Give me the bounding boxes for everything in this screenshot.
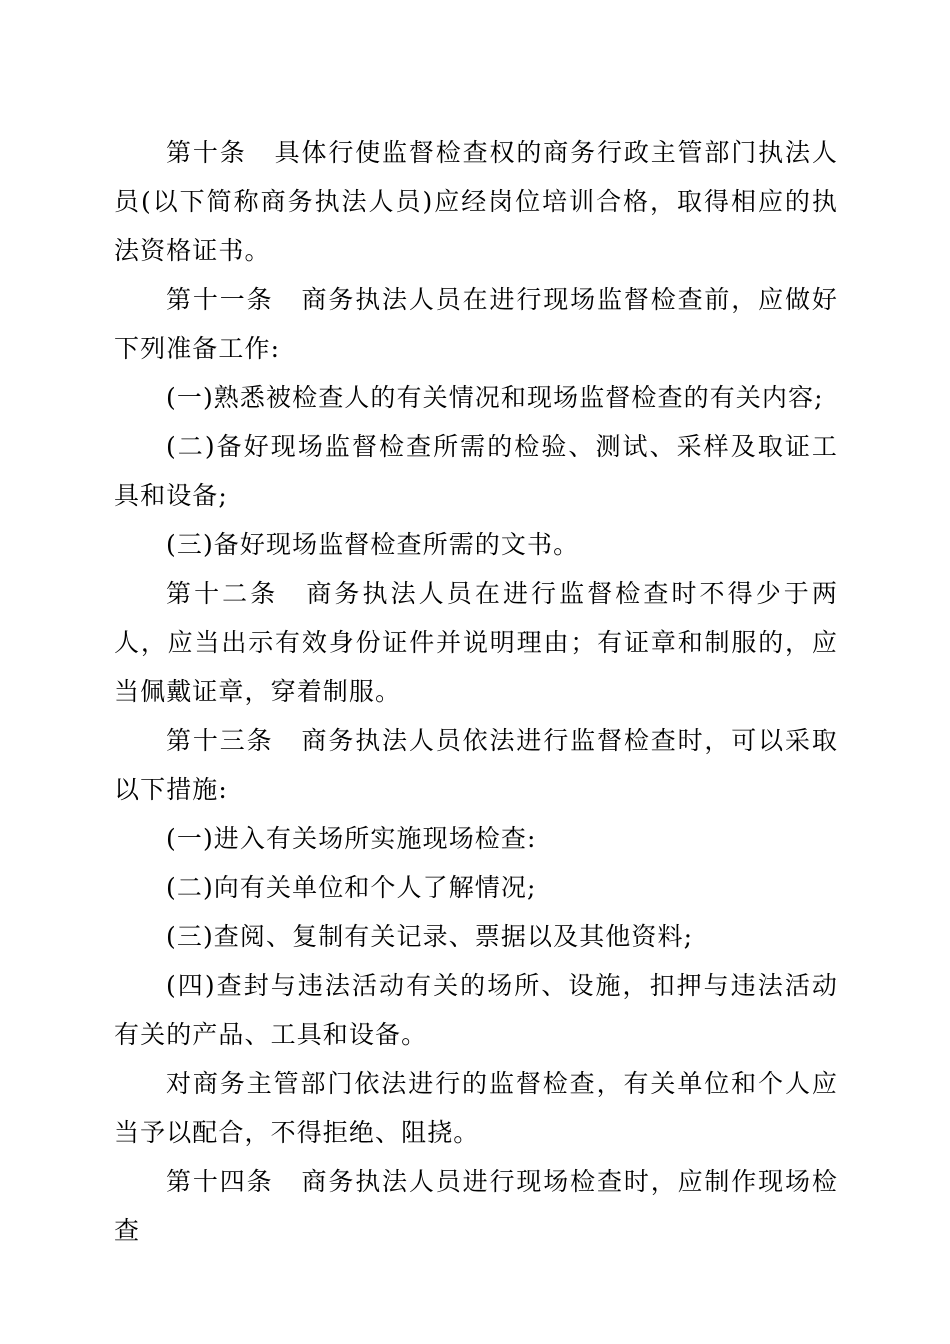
article-number: 第十条 bbox=[166, 138, 247, 167]
paragraph-text: 商务执法人员在进行监督检查时不得少于两人，应当出示有效身份证件并说明理由；有证章和制服的，应当佩戴证章，穿着制服。 bbox=[114, 579, 838, 706]
paragraph-text: (三)备好现场监督检查所需的文书。 bbox=[166, 530, 580, 559]
document-page bbox=[114, 128, 838, 1255]
paragraph-text: (二)备好现场监督检查所需的检验、测试、采样及取证工具和设备; bbox=[114, 432, 838, 510]
paragraph-text: (一)进入有关场所实施现场检查: bbox=[166, 824, 537, 853]
list-item bbox=[114, 520, 838, 569]
article-number: 第十一条 bbox=[166, 285, 274, 314]
list-item bbox=[114, 961, 838, 1059]
paragraph-cooperation bbox=[114, 1059, 838, 1157]
paragraph-text: 具体行使监督检查权的商务行政主管部门执法人员(以下简称商务执法人员)应经岗位培训合格，取得相应的执法资格证书。 bbox=[114, 138, 838, 265]
list-item bbox=[114, 814, 838, 863]
paragraph-article-14 bbox=[114, 1157, 838, 1255]
list-item bbox=[114, 373, 838, 422]
paragraph-text: (一)熟悉被检查人的有关情况和现场监督检查的有关内容; bbox=[166, 383, 824, 412]
article-number: 第十二条 bbox=[166, 579, 279, 608]
paragraph-text: 对商务主管部门依法进行的监督检查，有关单位和个人应当予以配合，不得拒绝、阻挠。 bbox=[114, 1069, 838, 1147]
list-item bbox=[114, 422, 838, 520]
article-number: 第十四条 bbox=[166, 1167, 274, 1196]
paragraph-text: 商务执法人员依法进行监督检查时，可以采取以下措施: bbox=[114, 726, 838, 804]
paragraph-text: (四)查封与违法活动有关的场所、设施，扣押与违法活动有关的产品、工具和设备。 bbox=[114, 971, 838, 1049]
paragraph-article-11 bbox=[114, 275, 838, 373]
article-number: 第十三条 bbox=[166, 726, 274, 755]
paragraph-text: 商务执法人员在进行现场监督检查前，应做好下列准备工作: bbox=[114, 285, 838, 363]
paragraph-article-12 bbox=[114, 569, 838, 716]
paragraph-article-10 bbox=[114, 128, 838, 275]
list-item bbox=[114, 863, 838, 912]
paragraph-text: (二)向有关单位和个人了解情况; bbox=[166, 873, 537, 902]
paragraph-text: (三)查阅、复制有关记录、票据以及其他资料; bbox=[166, 922, 694, 951]
paragraph-article-13 bbox=[114, 716, 838, 814]
list-item bbox=[114, 912, 838, 961]
paragraph-text: 商务执法人员进行现场检查时，应制作现场检查 bbox=[114, 1167, 838, 1245]
